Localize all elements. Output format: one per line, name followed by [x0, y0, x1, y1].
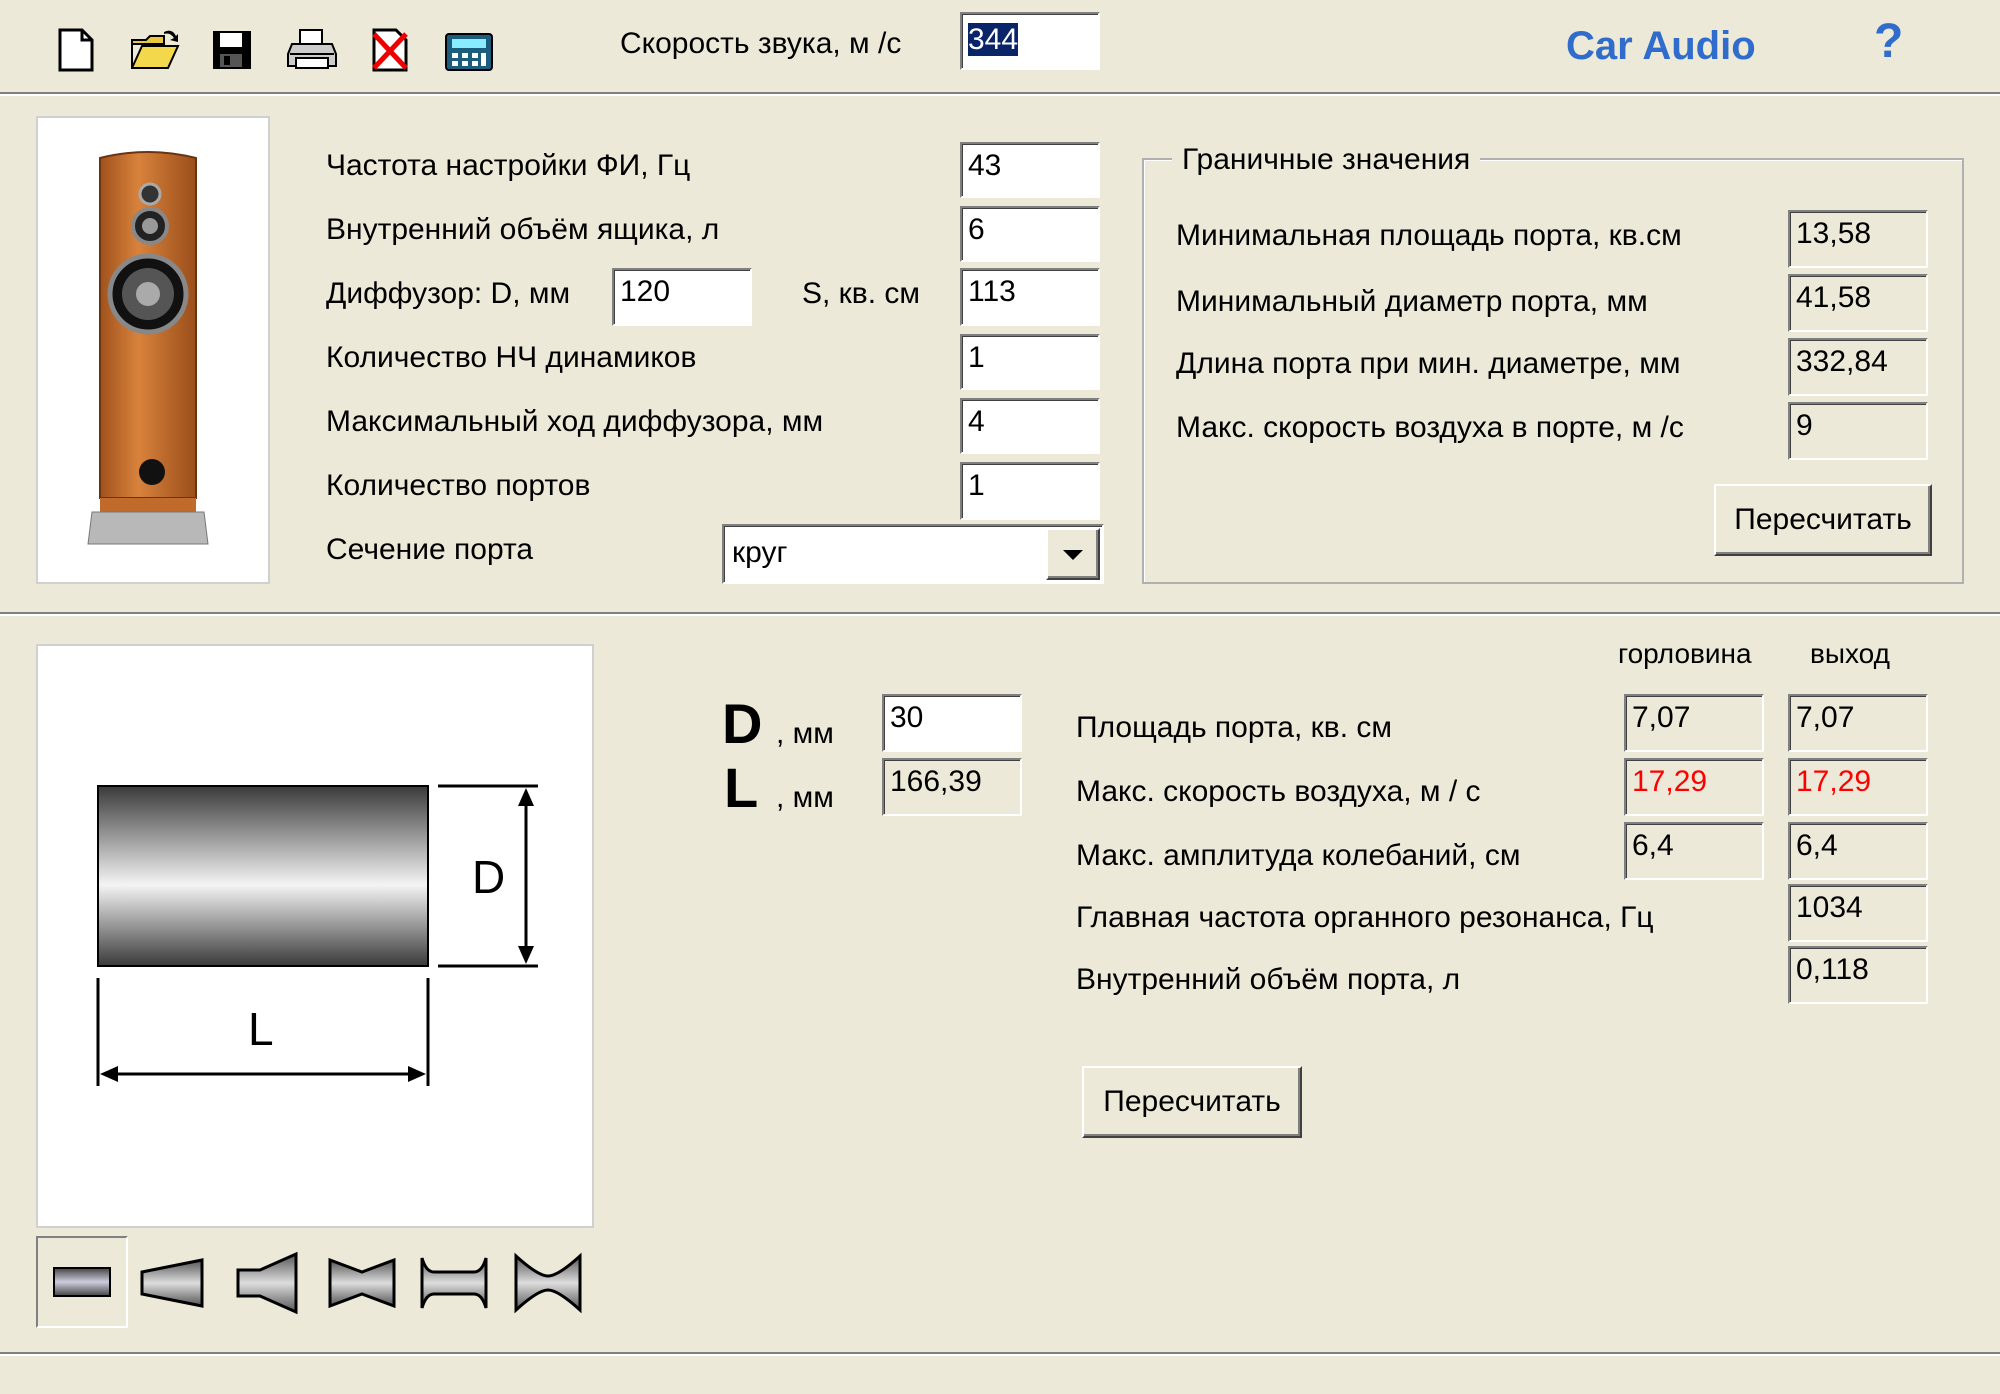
divider [0, 612, 2000, 616]
recalc-port-button[interactable]: Пересчитать [1082, 1066, 1302, 1138]
port-volume-label: Внутренний объём порта, л [1076, 963, 1461, 996]
brand-title[interactable]: Car Audio [1566, 24, 1756, 68]
port-l-big-label: L [724, 756, 759, 819]
max-air-speed-label: Макс. скорость воздуха в порте, м /с [1176, 411, 1684, 444]
port-air-speed-label: Макс. скорость воздуха, м / с [1076, 775, 1481, 808]
port-section-label: Сечение порта [326, 533, 534, 566]
port-area-exit-field: 7,07 [1788, 694, 1928, 752]
diffuser-s-label: S, кв. см [802, 277, 921, 310]
min-diameter-field: 41,58 [1788, 274, 1928, 332]
port-air-speed-throat-field: 17,29 [1624, 758, 1764, 816]
limits-group-title: Граничные значения [1172, 142, 1480, 178]
port-shape-double-horn-icon[interactable] [508, 1248, 588, 1318]
delete-icon[interactable] [368, 28, 412, 72]
diffuser-s-input[interactable]: 113 [960, 268, 1100, 326]
port-shape-double-cone-icon[interactable] [322, 1248, 402, 1318]
port-section-value: круг [732, 536, 788, 569]
new-file-icon[interactable] [54, 28, 98, 72]
sound-speed-value: 344 [968, 23, 1019, 56]
port-shape-flared-icon[interactable] [414, 1248, 494, 1318]
port-volume-field: 0,118 [1788, 946, 1928, 1004]
diffuser-d-input[interactable]: 120 [612, 268, 752, 326]
ports-count-input[interactable]: 1 [960, 462, 1100, 520]
sound-speed-input[interactable] [960, 12, 1100, 70]
tuning-freq-input[interactable]: 43 [960, 142, 1100, 198]
max-air-speed-field: 9 [1788, 402, 1928, 460]
port-amplitude-throat-field: 6,4 [1624, 822, 1764, 880]
min-area-field: 13,58 [1788, 210, 1928, 268]
port-d-unit-label: , мм [776, 717, 834, 750]
recalc-limits-button[interactable]: Пересчитать [1714, 484, 1932, 556]
tuning-freq-label: Частота настройки ФИ, Гц [326, 149, 691, 182]
ports-count-label: Количество портов [326, 469, 591, 502]
port-length-field: 332,84 [1788, 338, 1928, 396]
box-volume-label: Внутренний объём ящика, л [326, 213, 720, 246]
chevron-down-icon [1061, 548, 1085, 562]
port-air-speed-exit-field: 17,29 [1788, 758, 1928, 816]
diffuser-d-label: Диффузор: D, мм [326, 277, 571, 310]
organ-resonance-label: Главная частота органного резонанса, Гц [1076, 901, 1654, 934]
box-volume-input[interactable]: 6 [960, 206, 1100, 262]
port-l-field: 166,39 [882, 758, 1022, 816]
min-area-label: Минимальная площадь порта, кв.см [1176, 219, 1682, 252]
help-icon[interactable]: ? [1874, 15, 1904, 68]
port-shape-cone-icon[interactable] [136, 1248, 216, 1318]
woofers-count-label: Количество НЧ динамиков [326, 341, 697, 374]
status-bar [0, 1352, 2000, 1394]
port-length-label: Длина порта при мин. диаметре, мм [1176, 347, 1681, 380]
port-shape-horn-icon[interactable] [230, 1248, 310, 1318]
min-diameter-label: Минимальный диаметр порта, мм [1176, 285, 1648, 318]
print-icon[interactable] [286, 28, 338, 72]
speaker-image-frame [36, 116, 270, 584]
open-folder-icon[interactable] [130, 28, 182, 72]
port-area-throat-field: 7,07 [1624, 694, 1764, 752]
diagram-d-label: D [472, 851, 506, 903]
port-l-unit-label: , мм [776, 781, 834, 814]
column-header-throat: горловина [1618, 638, 1752, 669]
port-d-input[interactable]: 30 [882, 694, 1022, 752]
woofers-count-input[interactable]: 1 [960, 334, 1100, 390]
port-d-big-label: D [722, 692, 763, 755]
port-diagram-frame [36, 644, 594, 1228]
speaker-image [38, 118, 268, 582]
calculator-icon[interactable] [444, 30, 494, 74]
diagram-l-label: L [248, 1003, 274, 1055]
port-shape-cylinder-button[interactable] [36, 1236, 128, 1328]
save-icon[interactable] [210, 28, 254, 72]
divider [0, 92, 2000, 96]
port-amplitude-label: Макс. амплитуда колебаний, см [1076, 839, 1521, 872]
organ-resonance-field: 1034 [1788, 884, 1928, 942]
max-excursion-input[interactable]: 4 [960, 398, 1100, 454]
port-amplitude-exit-field: 6,4 [1788, 822, 1928, 880]
max-excursion-label: Максимальный ход диффузора, мм [326, 405, 824, 438]
port-area-label: Площадь порта, кв. см [1076, 711, 1392, 744]
column-header-exit: выход [1810, 638, 1890, 669]
port-diagram [38, 646, 592, 1226]
sound-speed-label: Скорость звука, м /с [620, 27, 902, 60]
dropdown-arrow-button[interactable] [1046, 528, 1100, 580]
port-shape-cylinder-icon [38, 1238, 126, 1326]
